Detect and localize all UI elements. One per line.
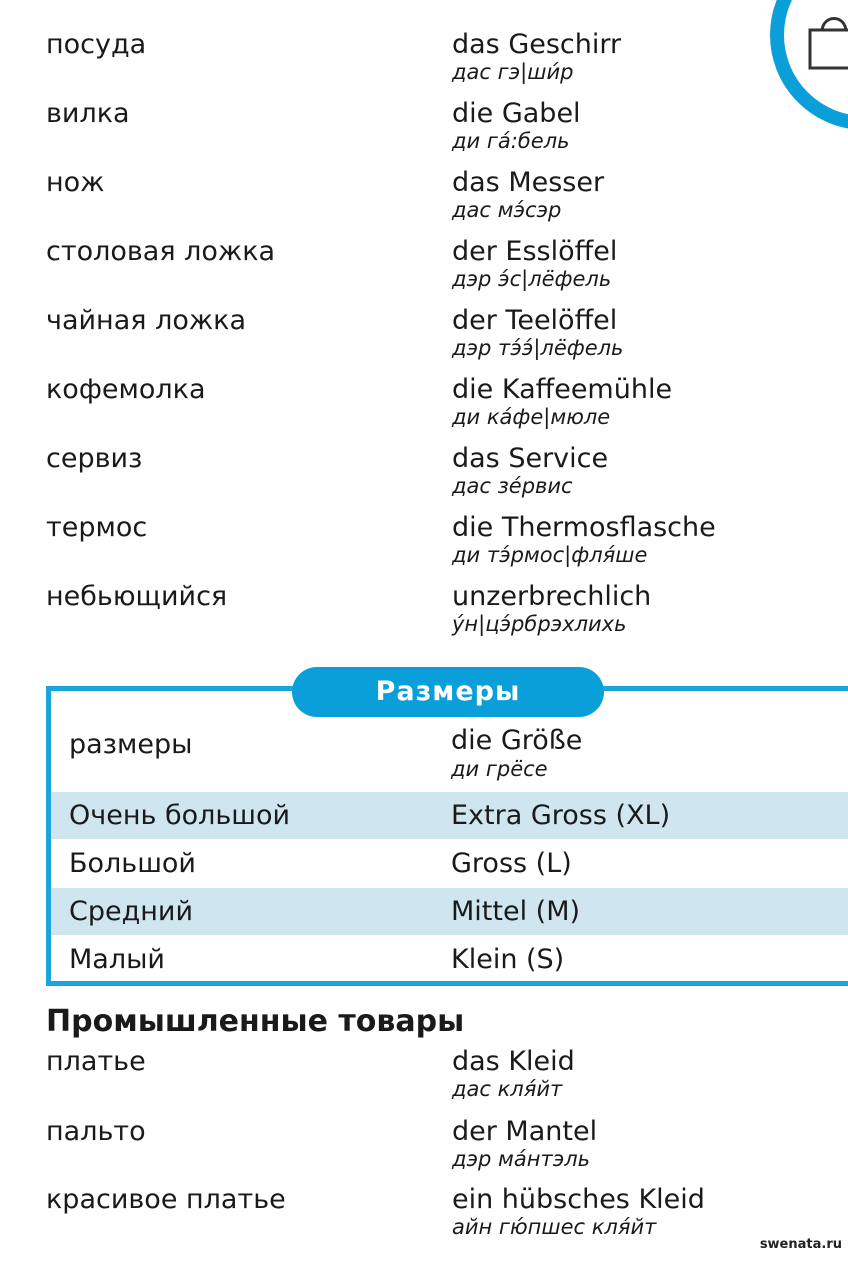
shopping-bag-icon — [808, 8, 848, 70]
transcription: ди грёсе — [451, 757, 548, 781]
transcription: айн гю́пшес кля́йт — [452, 1215, 657, 1239]
russian-word: Очень большой — [69, 800, 291, 831]
german-word: Mittel (M) — [451, 896, 581, 927]
russian-word: столовая ложка — [46, 236, 276, 267]
russian-word: Малый — [69, 944, 165, 975]
german-word: die Kaffeemühle — [452, 374, 673, 405]
sizes-row — [51, 840, 848, 887]
transcription: дас мэ́сэр — [452, 198, 562, 222]
transcription: дас зе́рвис — [452, 474, 573, 498]
russian-word: чайная ложка — [46, 305, 247, 336]
russian-word: нож — [46, 167, 105, 198]
transcription: у́н|цэ́рбрэхлихь — [452, 612, 627, 636]
russian-word: пальто — [46, 1116, 146, 1147]
watermark-text: swenata.ru — [759, 1237, 842, 1252]
transcription: ди тэ́рмос|фля́ше — [452, 543, 648, 567]
german-word: die Größe — [451, 725, 583, 756]
german-word: der Teelöffel — [452, 305, 618, 336]
german-word: Gross (L) — [451, 848, 572, 879]
german-word: unzerbrechlich — [452, 581, 652, 612]
sizes-row — [51, 888, 848, 935]
transcription: дэр тэ́э́|лёфель — [452, 336, 624, 360]
russian-word: посуда — [46, 29, 147, 60]
section-title: Промышленные товары — [46, 1004, 465, 1039]
transcription: ди га́:бель — [452, 129, 570, 153]
russian-word: платье — [46, 1046, 146, 1077]
russian-word: кофемолка — [46, 374, 206, 405]
transcription: дэр э́с|лёфель — [452, 267, 612, 291]
transcription: дэр ма́нтэль — [452, 1147, 591, 1171]
russian-word: Средний — [69, 896, 194, 927]
sizes-row — [51, 936, 848, 981]
russian-word: вилка — [46, 98, 130, 129]
sizes-row — [51, 725, 848, 791]
german-word: die Thermosflasche — [452, 512, 716, 543]
russian-word: Большой — [69, 848, 196, 879]
transcription: дас кля́йт — [452, 1077, 563, 1101]
russian-word: красивое платье — [46, 1184, 286, 1215]
german-word: das Service — [452, 443, 609, 474]
russian-word: размеры — [69, 729, 193, 760]
transcription: дас гэ|ши́р — [452, 60, 574, 84]
sizes-row — [51, 792, 848, 839]
german-word: Klein (S) — [451, 944, 565, 975]
german-word: das Geschirr — [452, 29, 622, 60]
russian-word: сервиз — [46, 443, 143, 474]
german-word: die Gabel — [452, 98, 581, 129]
russian-word: небьющийся — [46, 581, 228, 612]
german-word: das Messer — [452, 167, 605, 198]
german-word: der Esslöffel — [452, 236, 618, 267]
german-word: der Mantel — [452, 1116, 598, 1147]
german-word: ein hübsches Kleid — [452, 1184, 705, 1215]
german-word: Extra Gross (XL) — [451, 800, 671, 831]
transcription: ди ка́фе|мюле — [452, 405, 611, 429]
russian-word: термос — [46, 512, 148, 543]
sizes-title: Размеры — [292, 667, 604, 717]
german-word: das Kleid — [452, 1046, 575, 1077]
